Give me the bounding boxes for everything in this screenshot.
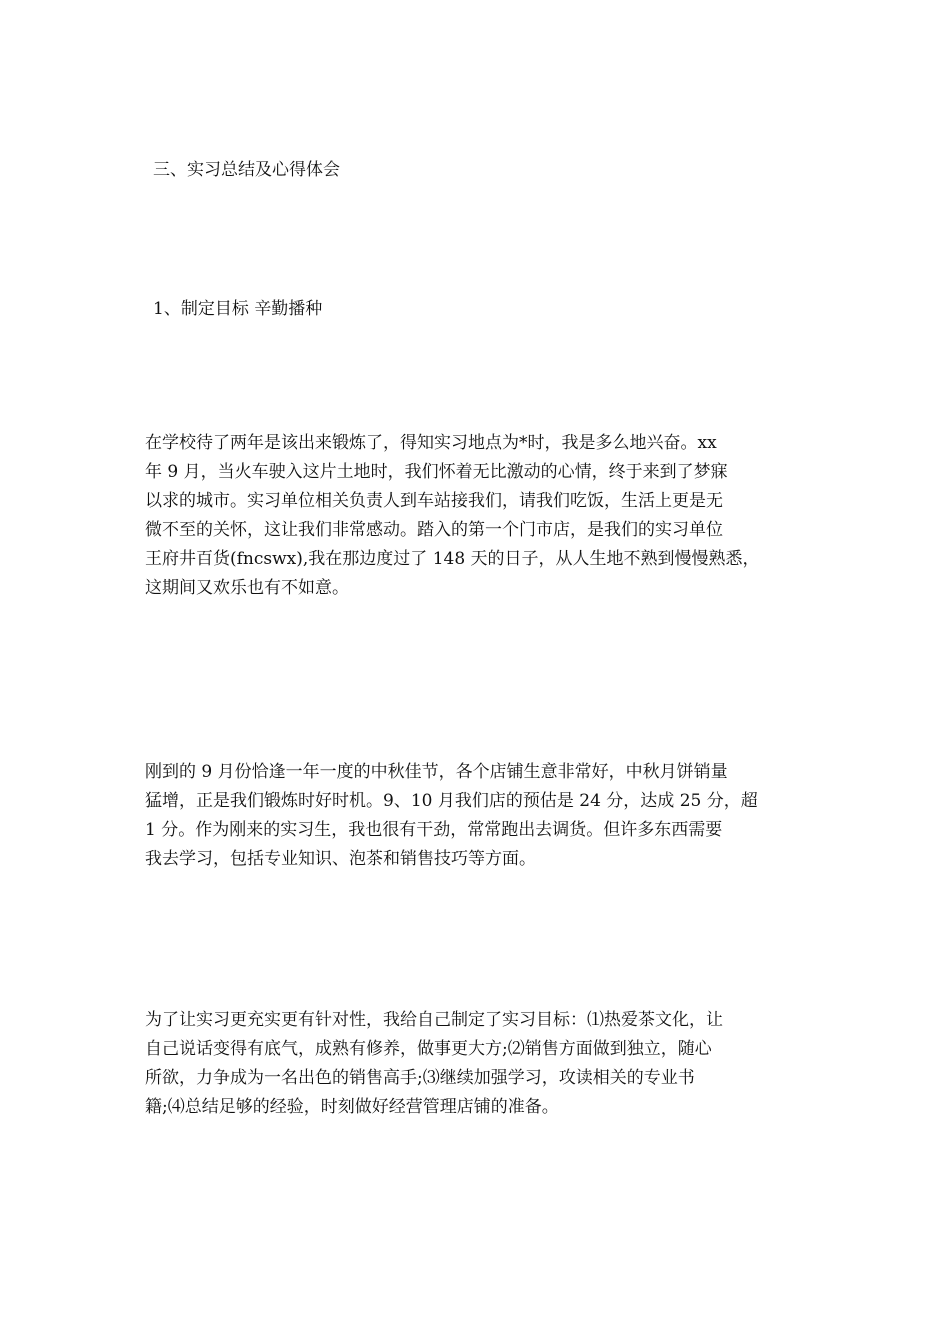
sub-heading: 1、制定目标 辛勤播种 bbox=[153, 299, 323, 319]
paragraph-line: 在学校待了两年是该出来锻炼了，得知实习地点为*时，我是多么地兴奋。xx bbox=[145, 433, 717, 453]
paragraph-line: 这期间又欢乐也有不如意。 bbox=[145, 578, 349, 598]
paragraph-line: 籍;⑷总结足够的经验，时刻做好经营管理店铺的准备。 bbox=[145, 1097, 559, 1117]
paragraph-line: 王府井百货(fncswx),我在那边度过了 148 天的日子，从人生地不熟到慢慢熟悉， bbox=[145, 549, 760, 569]
paragraph-line: 所欲，力争成为一名出色的销售高手;⑶继续加强学习，攻读相关的专业书 bbox=[145, 1068, 695, 1088]
paragraph-line: 以求的城市。实习单位相关负责人到车站接我们，请我们吃饭，生活上更是无 bbox=[145, 491, 723, 511]
paragraph-line: 为了让实习更充实更有针对性，我给自己制定了实习目标：⑴热爱茶文化，让 bbox=[145, 1010, 723, 1030]
paragraph-line: 我去学习，包括专业知识、泡茶和销售技巧等方面。 bbox=[145, 849, 536, 869]
paragraph-line: 年 9 月，当火车驶入这片土地时，我们怀着无比激动的心情，终于来到了梦寐 bbox=[145, 462, 728, 482]
paragraph-3 bbox=[145, 1006, 723, 1122]
paragraph-line: 刚到的 9 月份恰逢一年一度的中秋佳节，各个店铺生意非常好，中秋月饼销量 bbox=[145, 762, 728, 782]
paragraph-line: 1 分。作为刚来的实习生，我也很有干劲，常常跑出去调货。但许多东西需要 bbox=[145, 820, 723, 840]
paragraph-line: 自己说话变得有底气，成熟有修养，做事更大方;⑵销售方面做到独立，随心 bbox=[145, 1039, 712, 1059]
paragraph-line: 微不至的关怀，这让我们非常感动。踏入的第一个门市店，是我们的实习单位 bbox=[145, 520, 723, 540]
paragraph-1 bbox=[145, 429, 760, 603]
section-heading: 三、实习总结及心得体会 bbox=[153, 160, 340, 180]
paragraph-line: 猛增，正是我们锻炼时好时机。9、10 月我们店的预估是 24 分，达成 25 分，超 bbox=[145, 791, 758, 811]
paragraph-2 bbox=[145, 758, 758, 874]
